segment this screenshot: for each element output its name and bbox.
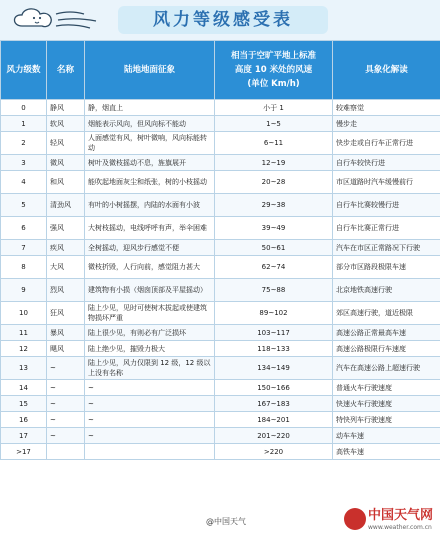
cell-level: 13 [1,357,47,380]
table-row [1,428,440,444]
cell-name: 暴风 [47,325,85,341]
cell-example: 郊区高速行驶，道近极限 [333,302,440,325]
cell-speed: 134~149 [215,357,333,380]
table-row [1,132,440,155]
cell-level: 4 [1,171,47,194]
weibo-handle: @中国天气 [206,517,246,526]
logo-text: 中国天气网 [368,508,434,523]
cell-land: 陆上很少见，有则必有广泛损坏 [85,325,215,341]
cell-speed: 150~166 [215,380,333,396]
table-row [1,325,440,341]
cell-example: 汽车在市区正常路况下行驶 [333,240,440,256]
cell-speed: 201~220 [215,428,333,444]
cell-land: ~ [85,428,215,444]
table-row [1,341,440,357]
cell-level: 7 [1,240,47,256]
col-header-speed [215,41,333,100]
cell-speed: 103~117 [215,325,333,341]
cell-example: 普通火车行驶速度 [333,380,440,396]
col-header-land: 陆地地面征象 [85,41,215,100]
cell-level: 5 [1,194,47,217]
cell-example: 自行车比赛较慢行进 [333,194,440,217]
page-title: 风力等级感受表 [118,6,328,34]
cell-name: 和风 [47,171,85,194]
cell-example: 汽车在高速公路上超速行驶 [333,357,440,380]
table-row [1,256,440,279]
cell-land: 静，烟直上 [85,100,215,116]
table-row [1,240,440,256]
cell-speed: >220 [215,444,333,460]
table-row [1,302,440,325]
cell-name: 轻风 [47,132,85,155]
cell-name: 静风 [47,100,85,116]
cell-speed: 75~88 [215,279,333,302]
cell-example: 快步走或自行车正常行进 [333,132,440,155]
wind-cloud-icon [4,2,116,36]
cell-speed: 89~102 [215,302,333,325]
table-row [1,155,440,171]
cell-speed: 29~38 [215,194,333,217]
cell-speed: 50~61 [215,240,333,256]
table-row [1,100,440,116]
cell-example: 快速火车行驶速度 [333,396,440,412]
cell-level: 2 [1,132,47,155]
table-row [1,357,440,380]
weather-logo-icon [344,508,366,530]
cell-level: 8 [1,256,47,279]
cell-land: 大树枝摇动，电线呼呼有声，举伞困难 [85,217,215,240]
cell-example: 高速公路正常最高车速 [333,325,440,341]
cell-land: 能吹起地面灰尘和纸张，树的小枝摇动 [85,171,215,194]
cell-name: ~ [47,396,85,412]
cell-land: 烟能表示风向，但风向标不能动 [85,116,215,132]
cell-land: 有叶的小树摇摆，内陆的水面有小波 [85,194,215,217]
cell-example: 自行车比赛正常行进 [333,217,440,240]
wind-scale-table [0,40,440,460]
cell-example: 动车车速 [333,428,440,444]
cell-speed: 小于 1 [215,100,333,116]
cell-level: 1 [1,116,47,132]
col-header-level: 风力级数 [1,41,47,100]
cell-land: ~ [85,380,215,396]
cell-level: 12 [1,341,47,357]
cell-example: 市区道路时汽车缓慢前行 [333,171,440,194]
cell-level: 14 [1,380,47,396]
cell-land: 陆上少见，风力仅限到 12 级，12 级以上没有名称 [85,357,215,380]
cell-land: 陆上少见，见时可使树木拔起或使建筑物损坏严重 [85,302,215,325]
cell-speed: 39~49 [215,217,333,240]
cell-example: 自行车较快行进 [333,155,440,171]
table-row [1,217,440,240]
cell-speed: 1~5 [215,116,333,132]
cell-speed: 62~74 [215,256,333,279]
cell-level: 9 [1,279,47,302]
cell-name: ~ [47,412,85,428]
cell-level: >17 [1,444,47,460]
cell-land: 微枝折毁，人行向前，感觉阻力甚大 [85,256,215,279]
cell-land: 建筑物有小损（烟囱顶部及平屋摇动） [85,279,215,302]
col-header-speed-unit: (单位 Km/h) [247,79,300,89]
logo-url: www.weather.com.cn [368,524,432,531]
cell-speed: 184~201 [215,412,333,428]
table-row [1,444,440,460]
table-row [1,116,440,132]
col-header-example: 具象化解读 [333,41,440,100]
cell-name: ~ [47,357,85,380]
cell-level: 6 [1,217,47,240]
cell-speed: 167~183 [215,396,333,412]
cell-level: 0 [1,100,47,116]
cell-name: 软风 [47,116,85,132]
cell-example: 慢步走 [333,116,440,132]
cell-speed: 6~11 [215,132,333,155]
table-row [1,412,440,428]
cell-name: ~ [47,428,85,444]
cell-name: 强风 [47,217,85,240]
table-header-row [1,41,440,100]
cell-land: 树叶及微枝摇动不息，旌旗展开 [85,155,215,171]
cell-land: 人面感觉有风，树叶微响，风向标能转动 [85,132,215,155]
table-row [1,396,440,412]
col-header-name: 名称 [47,41,85,100]
cell-name: 狂风 [47,302,85,325]
cell-name: 飓风 [47,341,85,357]
cell-land: 陆上绝少见，摧毁力极大 [85,341,215,357]
cell-level: 15 [1,396,47,412]
cell-level: 17 [1,428,47,444]
cell-name [47,444,85,460]
cell-speed: 118~133 [215,341,333,357]
cell-speed: 20~28 [215,171,333,194]
table-row [1,194,440,217]
cell-name: 微风 [47,155,85,171]
cell-example: 特快列车行驶速度 [333,412,440,428]
table-row [1,171,440,194]
cell-level: 10 [1,302,47,325]
cell-name: 疾风 [47,240,85,256]
col-header-speed-line1: 相当于空旷平地上标准 [230,51,316,61]
cell-example: 高铁车速 [333,444,440,460]
cell-example: 部分市区路段极限车速 [333,256,440,279]
cell-land [85,444,215,460]
table-row [1,279,440,302]
cell-example: 较难察觉 [333,100,440,116]
cell-land: 全树摇动，迎风步行感觉不便 [85,240,215,256]
cell-name: 清劲风 [47,194,85,217]
cell-land: ~ [85,412,215,428]
cell-speed: 12~19 [215,155,333,171]
table-row [1,380,440,396]
cell-level: 11 [1,325,47,341]
cell-land: ~ [85,396,215,412]
cell-name: ~ [47,380,85,396]
cell-name: 烈风 [47,279,85,302]
cell-example: 高速公路极限行车速度 [333,341,440,357]
header-banner [0,0,440,40]
cell-name: 大风 [47,256,85,279]
cell-level: 3 [1,155,47,171]
cell-level: 16 [1,412,47,428]
cell-example: 北京地铁高速行驶 [333,279,440,302]
col-header-speed-line2: 高度 10 米处的风速 [234,65,313,75]
